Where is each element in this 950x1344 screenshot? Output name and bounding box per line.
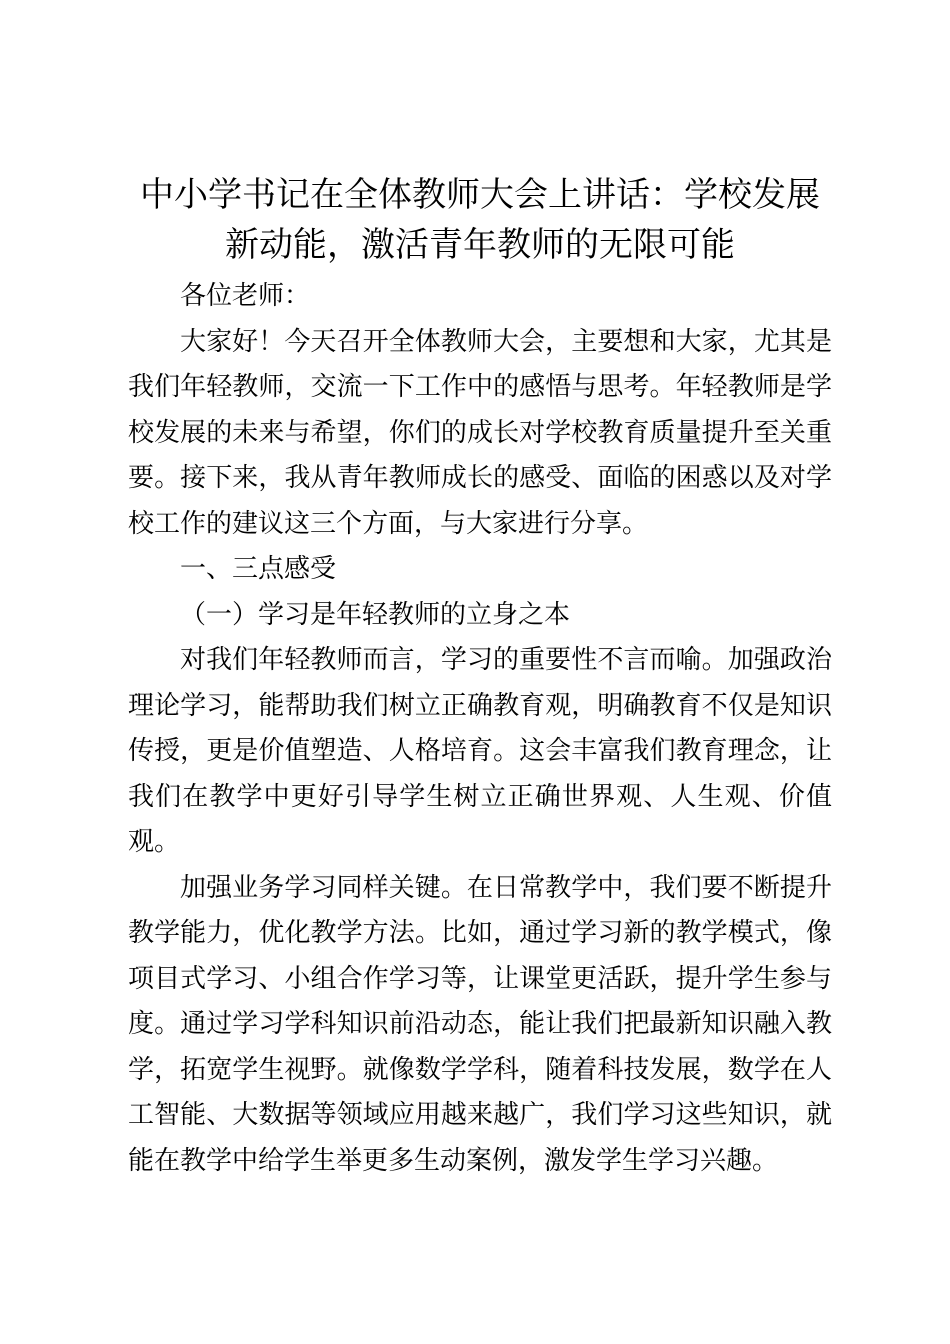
body-paragraph: 对我们年轻教师而言，学习的重要性不言而喻。加强政治理论学习，能帮助我们树立正确教育观，明确教育不仅是知识传授，更是价值塑造、人格培育。这会丰富我们教育理念，让我们在教学中更好引导学生树立正确世界观、人生观、价值观。 <box>128 645 832 857</box>
document-page <box>128 170 832 1184</box>
intro-paragraph: 大家好！今天召开全体教师大会，主要想和大家，尤其是我们年轻教师，交流一下工作中的感悟与思考。年轻教师是学校发展的未来与希望，你们的成长对学校教育质量提升至关重要。接下来，我从青年教师成长的感受、面临的困惑以及对学校工作的建议这三个方面，与大家进行分享。 <box>128 326 832 539</box>
salutation: 各位老师： <box>180 281 311 311</box>
body-paragraph: 加强业务学习同样关键。在日常教学中，我们要不断提升教学能力，优化教学方法。比如，通过学习新的教学模式，像项目式学习、小组合作学习等，让课堂更活跃，提升学生参与度。通过学习学科知识前沿动态，能让我们把最新知识融入教学，拓宽学生视野。就像数学学科，随着科技发展，数学在人工智能、大数据等领域应用越来越广，我们学习这些知识，就能在教学中给学生举更多生动案例，激发学生学习兴趣。 <box>128 872 832 1176</box>
subsection-heading: （一）学习是年轻教师的立身之本 <box>180 599 571 630</box>
document-title: 中小学书记在全体教师大会上讲话：学校发展新动能，激活青年教师的无限可能 <box>140 175 820 265</box>
section-heading: 一、三点感受 <box>180 554 337 584</box>
